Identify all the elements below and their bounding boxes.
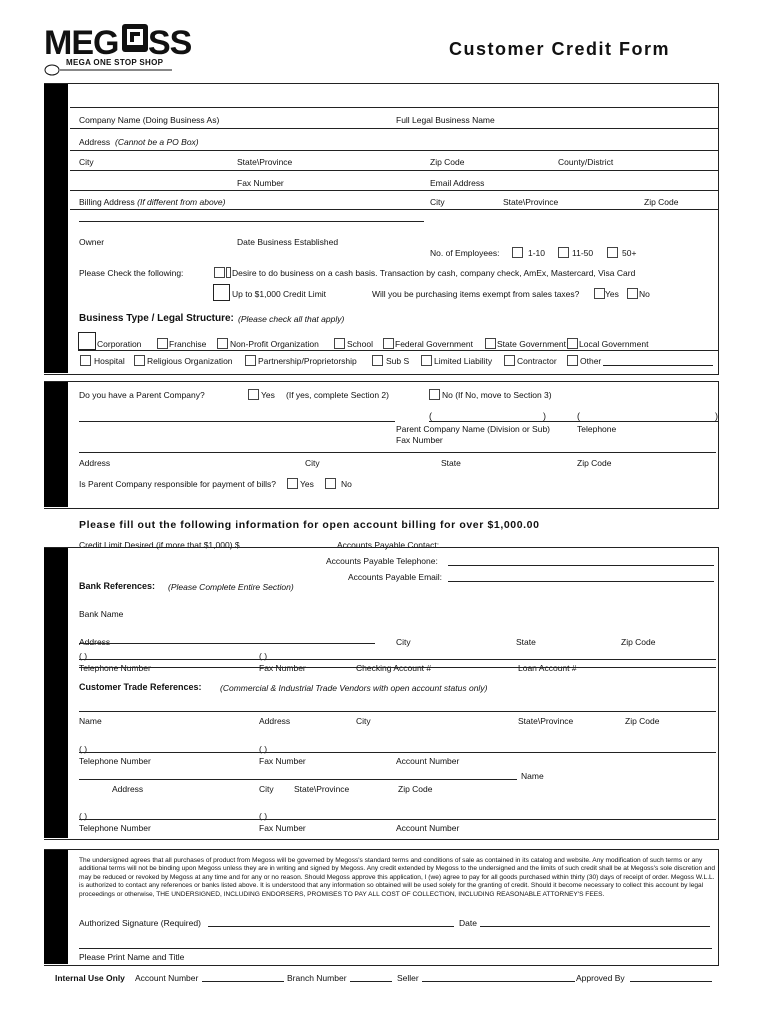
- trade1-fax-paren: ( ): [259, 744, 268, 754]
- checkbox-federal[interactable]: [383, 338, 394, 349]
- label-parent-yes-note: (If yes, complete Section 2): [286, 390, 389, 400]
- label-trade-state: State\Province: [518, 716, 574, 726]
- bank-phone-paren: ( ): [79, 651, 88, 661]
- label-bank-name: Bank Name: [79, 609, 124, 619]
- field-parent-address[interactable]: [79, 452, 716, 453]
- label-print-name: Please Print Name and Title: [79, 952, 185, 962]
- label-parent-yes: Yes: [261, 390, 275, 400]
- field-internal-approved[interactable]: [630, 981, 712, 982]
- label-cash-basis: Desire to do business on a cash basis. Transaction by cash, company check, AmEx, Mastercard, Visa Card: [232, 268, 636, 278]
- checkbox-parent-yes[interactable]: [248, 389, 259, 400]
- label-emp-1-10: 1-10: [528, 248, 546, 258]
- field-trade2-phone[interactable]: [79, 819, 716, 820]
- checkbox-other[interactable]: [567, 355, 578, 366]
- checkbox-responsible-no[interactable]: [325, 478, 336, 489]
- label-tax-no: No: [639, 289, 650, 299]
- field-trade1-phone[interactable]: [79, 752, 716, 753]
- agreement-text: The undersigned agrees that all purchases of product from Megoss will be governed by Megoss's standard terms and conditions of sale as contained in its catalog and website. Any modification of such terms or any additional terms will not be binding upon Megoss unless they are in writing and signed by Megoss. Any credit extended by Megoss to the undersigned and the limits of such credit shall be at Megoss's sole discretion and may be reduced or revoked by Megoss at any time and for any or no reason. Should Megoss approve this application, I (we) agree to pay for all goods purchased within thirty (30) days of receipt of order. Megoss W.L.L. is authorized to contact any references or banks listed above. It is understood that any information so obtained will be used solely for the granting of credit. Should it become necessary to collect this account by legal proceedings or otherwise, THE UNDERSIGNED, INCLUDING ENDORSERS, PROMISES TO PAY ALL COST OF COLLECTION, INCLUDING REASONABLE ATTORNEY'S FEES.: [79, 857, 716, 898]
- label-email: Email Address: [430, 178, 485, 188]
- label-responsible-q: Is Parent Company responsible for payment of bills?: [79, 479, 277, 489]
- label-credit-limit-desired: Credit Limit Desired (if more that $1,000) $: [79, 540, 240, 550]
- checkbox-franchise[interactable]: [157, 338, 168, 349]
- label-legal-name: Full Legal Business Name: [396, 115, 495, 125]
- label-parent-telephone: Telephone: [577, 424, 617, 434]
- label-billing-city: City: [430, 197, 445, 207]
- label-address-note: (Cannot be a PO Box): [115, 137, 199, 147]
- checkbox-state-gov[interactable]: [485, 338, 496, 349]
- checkbox-contractor[interactable]: [504, 355, 515, 366]
- label-trade1-account: Account Number: [396, 756, 460, 766]
- checkbox-local-gov[interactable]: [567, 338, 578, 349]
- label-ap-email: Accounts Payable Email:: [348, 572, 443, 582]
- label-county: County/District: [558, 157, 614, 167]
- label-num-employees: No. of Employees:: [430, 248, 500, 258]
- type-llc: Limited Liability: [434, 356, 493, 366]
- label-bank-zip: Zip Code: [621, 637, 656, 647]
- checkbox-emp-1-10[interactable]: [512, 247, 523, 258]
- type-corporation: Corporation: [97, 339, 142, 349]
- label-trade-address: Address: [259, 716, 291, 726]
- field-parent-phone[interactable]: [429, 421, 719, 422]
- field-ap-email[interactable]: [448, 581, 714, 582]
- type-local-gov: Local Government: [579, 339, 649, 349]
- label-signature: Authorized Signature (Required): [79, 918, 201, 928]
- label-internal-seller: Seller: [397, 973, 419, 983]
- checkbox-responsible-yes[interactable]: [287, 478, 298, 489]
- label-state: State\Province: [237, 157, 293, 167]
- bank-refs-heading: Bank References:: [79, 581, 156, 591]
- checkbox-credit-limit[interactable]: [213, 284, 230, 301]
- paren-open-1: (: [429, 411, 432, 421]
- label-company-name: Company Name (Doing Business As): [79, 115, 220, 125]
- checkbox-religious[interactable]: [134, 355, 145, 366]
- section2-frame: [44, 381, 719, 509]
- section1-frame: [44, 83, 719, 375]
- label-trade2-state: State\Province: [294, 784, 350, 794]
- label-parent-state: State: [441, 458, 461, 468]
- field-date[interactable]: [480, 926, 710, 927]
- type-other: Other: [580, 356, 602, 366]
- label-parent-fax: Fax Number: [396, 435, 443, 445]
- label-parent-zip: Zip Code: [577, 458, 612, 468]
- label-bank-state: State: [516, 637, 536, 647]
- label-trade-city: City: [356, 716, 371, 726]
- label-date-established: Date Business Established: [237, 237, 339, 247]
- checkbox-cash-basis-2[interactable]: [226, 267, 231, 278]
- svg-text:SS: SS: [148, 24, 192, 62]
- checkbox-tax-no[interactable]: [627, 288, 638, 299]
- field-ap-phone[interactable]: [448, 565, 714, 566]
- type-federal: Federal Government: [395, 339, 473, 349]
- label-bank-fax: Fax Number: [259, 663, 306, 673]
- label-loan: Loan Account #: [518, 663, 577, 673]
- label-parent-name: Parent Company Name (Division or Sub): [396, 424, 551, 434]
- label-trade2-fax: Fax Number: [259, 823, 306, 833]
- label-responsible-yes: Yes: [300, 479, 314, 489]
- business-type-heading: Business Type / Legal Structure:: [79, 313, 234, 324]
- checkbox-llc[interactable]: [421, 355, 432, 366]
- field-address[interactable]: [70, 150, 718, 151]
- field-billing-address[interactable]: [79, 221, 424, 222]
- field-trade1-name[interactable]: [79, 711, 716, 712]
- label-trade1-fax: Fax Number: [259, 756, 306, 766]
- field-bank-address[interactable]: [79, 643, 375, 644]
- type-religious: Religious Organization: [147, 356, 233, 366]
- field-signature[interactable]: [208, 926, 454, 927]
- business-type-note: (Please check all that apply): [238, 314, 345, 324]
- field-other[interactable]: [603, 365, 713, 366]
- type-sub-s: Sub S: [386, 356, 410, 366]
- type-franchise: Franchise: [169, 339, 207, 349]
- bank-fax-paren: ( ): [259, 651, 268, 661]
- label-billing-state: State\Province: [503, 197, 559, 207]
- checkbox-school[interactable]: [334, 338, 345, 349]
- checkbox-emp-11-50[interactable]: [558, 247, 569, 258]
- label-trade2-telephone: Telephone Number: [79, 823, 151, 833]
- label-trade2-address: Address: [112, 784, 144, 794]
- trade2-phone-paren: ( ): [79, 811, 88, 821]
- label-ap-contact: Accounts Payable Contact:: [337, 540, 440, 550]
- label-parent-no: No (If No, move to Section 3): [442, 390, 552, 400]
- label-date: Date: [459, 918, 477, 928]
- label-trade-zip: Zip Code: [625, 716, 660, 726]
- label-credit-limit: Up to $1,000 Credit Limit: [232, 289, 327, 299]
- label-ap-phone: Accounts Payable Telephone:: [326, 556, 438, 566]
- label-internal-account: Account Number: [135, 973, 199, 983]
- label-tax-yes: Yes: [605, 289, 619, 299]
- field-bank-phone[interactable]: [79, 659, 716, 660]
- field-company-name[interactable]: [70, 128, 718, 129]
- checkbox-tax-yes[interactable]: [594, 288, 605, 299]
- label-owner: Owner: [79, 237, 105, 247]
- internal-use-label: Internal Use Only: [55, 973, 125, 983]
- label-trade-name: Name: [79, 716, 102, 726]
- label-zip: Zip Code: [430, 157, 465, 167]
- type-school: School: [347, 339, 373, 349]
- label-tax-exempt: Will you be purchasing items exempt from sales taxes?: [372, 289, 580, 299]
- field-parent-name[interactable]: [79, 421, 395, 422]
- type-hospital: Hospital: [94, 356, 125, 366]
- label-check-following: Please Check the following:: [79, 268, 184, 278]
- label-bank-address: Address: [79, 637, 111, 647]
- type-nonprofit: Non-Profit Organization: [230, 339, 319, 349]
- label-bank-city: City: [396, 637, 411, 647]
- type-partnership: Partnership/Proprietorship: [258, 356, 357, 366]
- label-internal-branch: Branch Number: [287, 973, 347, 983]
- checkbox-corporation[interactable]: [78, 332, 96, 350]
- label-bank-telephone: Telephone Number: [79, 663, 151, 673]
- label-checking: Checking Account #: [356, 663, 432, 673]
- label-fax: Fax Number: [237, 178, 284, 188]
- type-state-gov: State Government: [497, 339, 566, 349]
- label-billing-address: Billing Address (If different from above): [79, 197, 226, 207]
- label-trade2-city: City: [259, 784, 274, 794]
- type-contractor: Contractor: [517, 356, 557, 366]
- checkbox-nonprofit[interactable]: [217, 338, 228, 349]
- label-trade2-account: Account Number: [396, 823, 460, 833]
- checkbox-hospital[interactable]: [80, 355, 91, 366]
- megoss-logo: [42, 18, 202, 76]
- bank-refs-note: (Please Complete Entire Section): [168, 582, 294, 592]
- trade2-fax-paren: ( ): [259, 811, 268, 821]
- label-responsible-no: No: [341, 479, 352, 489]
- checkbox-emp-50plus[interactable]: [607, 247, 618, 258]
- label-trade1-telephone: Telephone Number: [79, 756, 151, 766]
- checkbox-sub-s[interactable]: [372, 355, 383, 366]
- field-internal-seller[interactable]: [422, 981, 575, 982]
- paren-close-1: ): [543, 411, 546, 421]
- label-city: City: [79, 157, 94, 167]
- checkbox-cash-basis[interactable]: [214, 267, 225, 278]
- label-parent-q: Do you have a Parent Company?: [79, 390, 205, 400]
- form-title: Customer Credit Form: [449, 39, 671, 59]
- label-emp-11-50: 11-50: [572, 248, 594, 258]
- trade1-phone-paren: ( ): [79, 744, 88, 754]
- paren-close-2: ): [715, 411, 718, 421]
- label-trade2-zip: Zip Code: [398, 784, 433, 794]
- checkbox-parent-no[interactable]: [429, 389, 440, 400]
- field-internal-account[interactable]: [202, 981, 284, 982]
- label-emp-50plus: 50+: [622, 248, 637, 258]
- paren-open-2: (: [577, 411, 580, 421]
- checkbox-partnership[interactable]: [245, 355, 256, 366]
- trade-refs-note: (Commercial & Industrial Trade Vendors with open account status only): [220, 683, 488, 693]
- field-print-name[interactable]: [79, 948, 712, 949]
- svg-text:MEG: MEG: [44, 24, 119, 62]
- label-billing-zip: Zip Code: [644, 197, 679, 207]
- field-internal-branch[interactable]: [350, 981, 392, 982]
- label-internal-approved: Approved By: [576, 973, 625, 983]
- label-address: Address: [79, 137, 111, 147]
- open-account-heading: Please fill out the following information for open account billing for over $1,000.00: [79, 519, 540, 531]
- field-trade2-name[interactable]: [79, 779, 517, 780]
- label-parent-city: City: [305, 458, 320, 468]
- label-parent-address: Address: [79, 458, 111, 468]
- label-trade2-name: Name: [521, 771, 544, 781]
- logo-tagline: MEGA ONE STOP SHOP: [66, 58, 164, 67]
- trade-refs-heading: Customer Trade References:: [79, 682, 202, 692]
